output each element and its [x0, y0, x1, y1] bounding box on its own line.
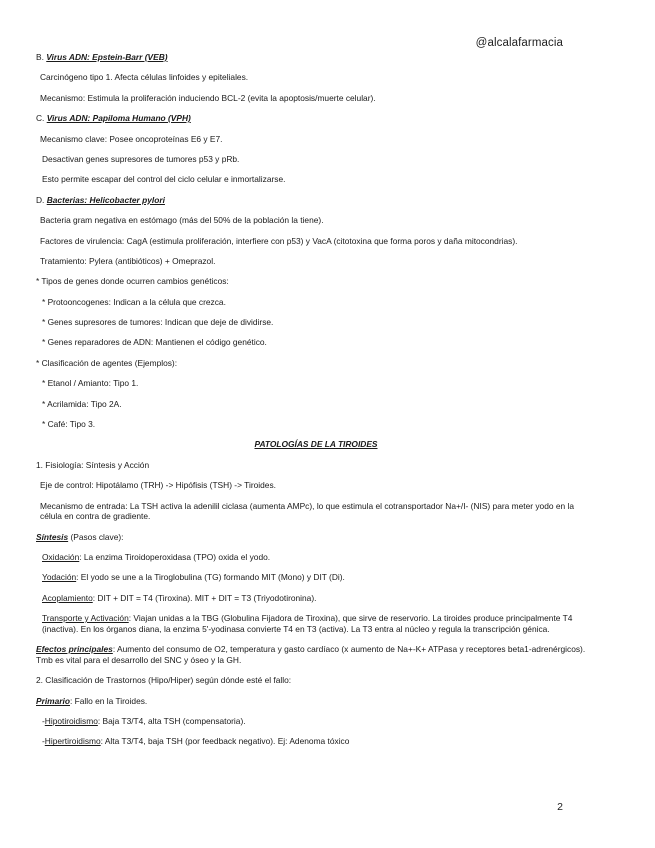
thyroid-title — [36, 439, 596, 450]
main-effects-label: Efectos principales — [36, 644, 113, 655]
section-c-title: Virus ADN: Papiloma Humano (VPH) — [46, 113, 191, 124]
hypothyroidism-item — [36, 716, 596, 727]
agents-item-1: * Etanol / Amianto: Tipo 1. — [42, 378, 139, 389]
thyroid-control-axis: Eje de control: Hipotálamo (TRH) -> Hipófisis (TSH) -> Tiroides. — [40, 480, 276, 491]
section-b-heading — [36, 52, 596, 63]
author-handle: @alcalafarmacia — [475, 37, 563, 49]
hyperthyroidism-label: Hipertiroidismo — [44, 736, 101, 747]
synthesis-heading — [36, 532, 596, 543]
hypothyroidism-text: : Baja T3/T4, alta TSH (compensatoria). — [97, 715, 246, 726]
thyroid-entry-mechanism: Mecanismo de entrada: La TSH activa la adenilil ciclasa (aumenta AMPc), lo que estimula el cotransportador Na+/I- (NIS) para meter yodo en la célula en contra de gradiente. — [40, 500, 575, 522]
synthesis-label: Síntesis — [36, 531, 69, 542]
section-c-line-3: Esto permite escapar del control del ciclo celular e inmortalizarse. — [42, 174, 286, 185]
section-d-prefix: D. — [36, 194, 45, 205]
page-number: 2 — [557, 801, 563, 813]
section-d-line-3: Tratamiento: Pylera (antibióticos) + Omeprazol. — [40, 255, 216, 266]
genes-item-1: * Protooncogenes: Indican a la célula que crezca. — [42, 296, 226, 307]
section-d-title: Bacterias: Helicobacter pylori — [46, 194, 165, 205]
section-d-line-1: Bacteria gram negativa en estómago (más del 50% de la población la tiene). — [40, 215, 324, 226]
section-c-heading — [36, 113, 596, 124]
agents-title: * Clasificación de agentes (Ejemplos): — [36, 357, 178, 368]
step-coupling-label: Acoplamiento — [42, 592, 93, 603]
thyroid-title-text: PATOLOGÍAS DE LA TIROIDES — [254, 439, 378, 450]
step-iodination — [36, 572, 596, 583]
genes-item-3: * Genes reparadores de ADN: Mantienen el código genético. — [42, 337, 267, 348]
primary-heading — [36, 696, 596, 707]
step-transport — [36, 613, 596, 634]
section-c-prefix: C. — [36, 113, 45, 124]
disorder-classification: 2. Clasificación de Trastornos (Hipo/Hiper) según dónde esté el fallo: — [36, 675, 292, 686]
hyperthyroidism-text: : Alta T3/T4, baja TSH (por feedback negativo). Ej: Adenoma tóxico — [100, 736, 350, 747]
synthesis-rest: (Pasos clave): — [68, 531, 124, 542]
hypothyroidism-dash: - — [42, 715, 45, 726]
step-iodination-text: : El yodo se une a la Tiroglobulina (TG) formando MIT (Mono) y DIT (Di). — [76, 572, 345, 583]
document-body — [36, 52, 596, 757]
primary-text: : Fallo en la Tiroides. — [69, 695, 148, 706]
step-oxidation — [36, 552, 596, 563]
section-b-prefix: B. — [36, 52, 44, 62]
section-c-line-1: Mecanismo clave: Posee oncoproteínas E6 y E7. — [40, 133, 223, 144]
section-d-heading — [36, 195, 596, 206]
section-d-line-2: Factores de virulencia: CagA (estimula proliferación, interfiere con p53) y VacA (citotoxina que forma poros y daña mitocondrias). — [40, 235, 518, 246]
step-transport-text: : Viajan unidas a la TBG (Globulina Fijadora de Tiroxina), que sirve de reservorio. La tiroides produce principalmente T4 (inactiva). En los órganos diana, la enzima 5'-yodinasa convierte T4 en T3 (activa). La T3 entra al núcleo y regula la transcripción génica. — [42, 613, 573, 634]
step-transport-label: Transporte y Activación — [42, 613, 129, 624]
agents-item-3: * Café: Tipo 3. — [42, 419, 96, 430]
section-c-line-2: Desactivan genes supresores de tumores p53 y pRb. — [42, 153, 240, 164]
step-coupling-text: : DIT + DIT = T4 (Tiroxina). MIT + DIT = T3 (Triyodotironina). — [92, 592, 317, 603]
hypothyroidism-label: Hipotiroidismo — [44, 715, 98, 726]
step-iodination-label: Yodación — [42, 572, 77, 583]
hyperthyroidism-item — [36, 736, 596, 747]
section-b-line-2: Mecanismo: Estimula la proliferación induciendo BCL-2 (evita la apoptosis/muerte celular). — [40, 92, 376, 103]
step-coupling — [36, 593, 596, 604]
genes-item-2: * Genes supresores de tumores: Indican que deje de dividirse. — [42, 317, 274, 328]
thyroid-physiology-heading: 1. Fisiología: Síntesis y Acción — [36, 459, 150, 470]
step-oxidation-label: Oxidación — [42, 551, 80, 562]
main-effects-text: : Aumento del consumo de O2, temperatura y gasto cardíaco (x aumento de Na+-K+ ATPasa y receptores beta1-adrenérgicos). Tmb es vital para el desarrollo del SNC y óseo y la GH. — [36, 644, 586, 665]
genes-title: * Tipos de genes donde ocurren cambios genéticos: — [36, 276, 229, 287]
section-b-title: Virus ADN: Epstein-Barr (VEB) — [46, 52, 168, 62]
primary-label: Primario — [36, 695, 70, 706]
section-b-line-1: Carcinógeno tipo 1. Afecta células linfoides y epiteliales. — [40, 72, 249, 83]
main-effects — [36, 644, 596, 665]
agents-item-2: * Acrilamida: Tipo 2A. — [42, 398, 122, 409]
hyperthyroidism-dash: - — [42, 736, 45, 747]
step-oxidation-text: : La enzima Tiroidoperoxidasa (TPO) oxida el yodo. — [79, 551, 271, 562]
